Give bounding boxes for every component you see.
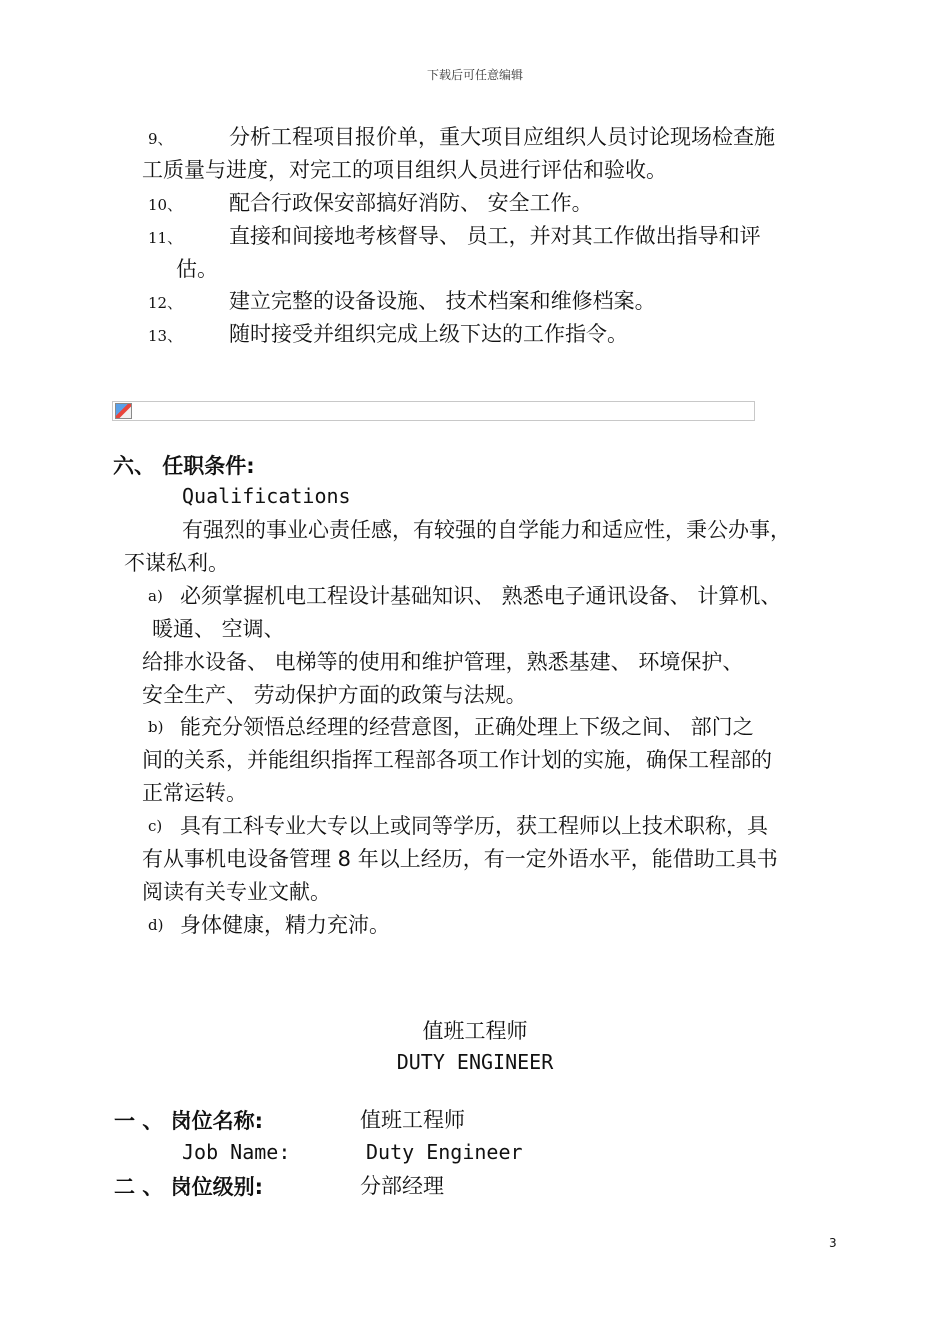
duty-number: 13、	[148, 327, 183, 345]
image-placeholder	[112, 401, 755, 421]
intro-text: 不谋私利。	[124, 551, 229, 575]
page-number: 3	[829, 1236, 837, 1250]
duty-text: 工质量与进度，对完工的项目组织人员进行评估和验收。	[142, 158, 667, 182]
item-text: 有从事机电设备管理 8 年以上经历，有一定外语水平，能借助工具书	[142, 847, 778, 871]
item-text: 身体健康，精力充沛。	[180, 913, 390, 937]
item-text: 必须掌握机电工程设计基础知识、 熟悉电子通讯设备、 计算机、	[180, 584, 782, 608]
item-text: 正常运转。	[142, 781, 247, 805]
duty-number: 9、	[148, 130, 173, 148]
job-level-label: 二 、 岗位级别:	[114, 1175, 264, 1199]
duty-number: 11、	[148, 229, 183, 247]
position-title-cn: 值班工程师	[422, 1019, 528, 1043]
item-marker: c)	[148, 817, 163, 835]
duty-text: 建立完整的设备设施、 技术档案和维修档案。	[229, 289, 656, 313]
duty-text: 配合行政保安部搞好消防、 安全工作。	[229, 191, 593, 215]
intro-text: 有强烈的事业心责任感，有较强的自学能力和适应性，秉公办事，	[182, 518, 791, 542]
item-text: 安全生产、 劳动保护方面的政策与法规。	[142, 683, 527, 707]
item-marker: d)	[148, 916, 164, 934]
duty-text: 随时接受并组织完成上级下达的工作指令。	[229, 322, 628, 346]
job-name-label: 一 、 岗位名称:	[114, 1109, 264, 1133]
item-text: 能充分领悟总经理的经营意图，正确处理上下级之间、 部门之	[180, 715, 754, 739]
section-title: 六、 任职条件:	[113, 454, 255, 478]
position-title-en: DUTY ENGINEER	[396, 1050, 554, 1074]
job-level-value: 分部经理	[360, 1174, 444, 1198]
item-marker: a)	[148, 587, 163, 605]
job-name-label-en: Job Name:	[182, 1140, 291, 1164]
item-text: 阅读有关专业文献。	[142, 880, 331, 904]
duty-text: 估。	[176, 257, 218, 281]
header-note: 下载后可任意编辑	[426, 68, 523, 82]
job-name-value: 值班工程师	[360, 1108, 465, 1132]
item-text: 暖通、 空调、	[152, 617, 285, 641]
item-marker: b)	[148, 718, 164, 736]
broken-image-icon	[115, 403, 132, 419]
item-text: 具有工科专业大专以上或同等学历，获工程师以上技术职称，具	[180, 814, 768, 838]
duty-text: 分析工程项目报价单，重大项目应组织人员讨论现场检查施	[229, 125, 775, 149]
job-name-value-en: Duty Engineer	[366, 1140, 523, 1164]
item-text: 间的关系，并能组织指挥工程部各项工作计划的实施，确保工程部的	[142, 748, 772, 772]
duty-text: 直接和间接地考核督导、 员工，并对其工作做出指导和评	[229, 224, 761, 248]
duty-number: 12、	[148, 294, 183, 312]
item-text: 给排水设备、 电梯等的使用和维护管理，熟悉基建、 环境保护、	[142, 650, 744, 674]
section-subtitle-en: Qualifications	[182, 484, 351, 508]
duty-number: 10、	[148, 196, 183, 214]
